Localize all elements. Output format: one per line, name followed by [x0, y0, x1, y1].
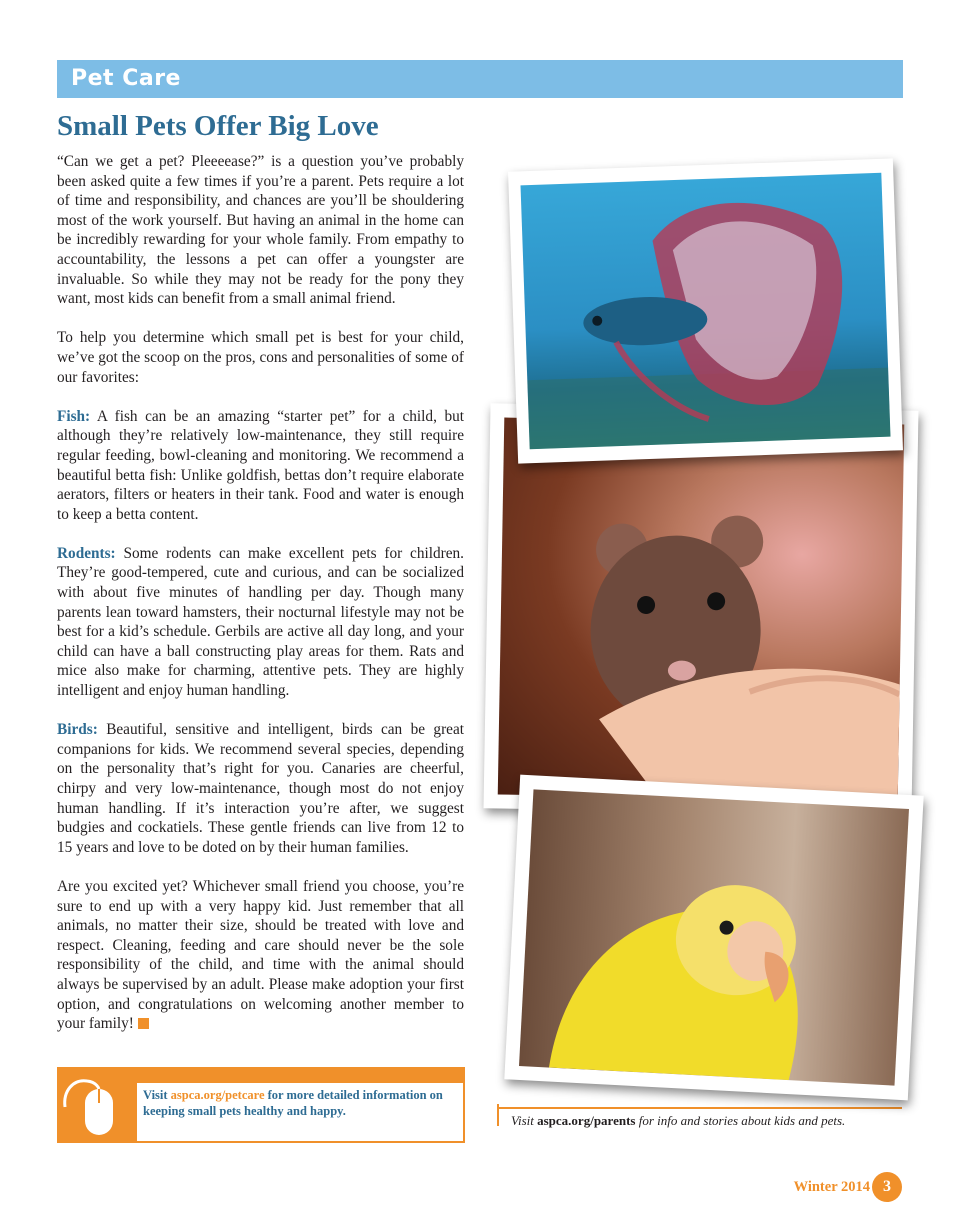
- photo-rat: [483, 403, 918, 815]
- caption-rule: [497, 1107, 902, 1109]
- promo-text: [143, 1088, 449, 1119]
- rodents-label: Rodents:: [57, 544, 116, 562]
- betta-fish-image: [521, 173, 891, 449]
- rat-illustration: [498, 418, 905, 802]
- bird-illustration: [519, 789, 909, 1085]
- paragraph-birds: [57, 720, 464, 857]
- photo-caption: [511, 1113, 845, 1129]
- fish-illustration: [521, 173, 891, 449]
- section-title: Pet Care: [71, 66, 181, 91]
- birds-label: Birds:: [57, 721, 98, 739]
- caption-prefix: Visit: [511, 1113, 538, 1128]
- mouse-icon: [59, 1069, 137, 1141]
- photo-betta-fish: [508, 158, 903, 463]
- bird-image: [519, 789, 909, 1085]
- caption-tick: [497, 1104, 499, 1126]
- page-number-badge: 3: [872, 1172, 902, 1202]
- fish-text: A fish can be an amazing “starter pet” for a child, but although they’re relatively low-maintenance, they still require regular feeding, bowl-cleaning and monitoring. We recommend a beautiful betta fish: Unlike goldfish, bettas don’t require elaborate aerators, filters or heaters in their tank. Food and water is enough to keep a betta content.: [57, 407, 464, 523]
- paragraph-closing: [57, 877, 464, 1034]
- article-headline: Small Pets Offer Big Love: [57, 110, 379, 142]
- closing-text: Are you excited yet? Whichever small friend you choose, you’re sure to end up with a very happy kid. Just remember that all animals, no matter their size, should be treated with love and respect. Cleaning, feeding and care should never be the sole responsibility of the child, and time with the animal should always be supervised by an adult. Please make adoption your first option, and congratulations on welcoming another member to your family!: [57, 877, 464, 1033]
- birds-text: Beautiful, sensitive and intelligent, birds can be great companions for kids. We recommend several species, depending on the personality that’s right for you. Canaries are cheerful, chirpy and very low-maintenance, though most do not enjoy human handling. If it’s interaction you’re after, we suggest budgies and cockatiels. These gentle friends can live from 12 to 15 years and love to be doted on by their human families.: [57, 721, 464, 856]
- paragraph-intro: “Can we get a pet? Pleeeease?” is a question you’ve probably been asked quite a few times if you’re a parent. Pets require a lot of time and responsibility, and chances are you’ll be shouldering most of the work yourself. But having an animal in the home can be incredibly rewarding for your whole family. From empathy to accountability, the lessons a pet can offer a youngster are invaluable. So while they may not be ready for the pony they want, most kids can benefit from a small animal friend.: [57, 153, 464, 308]
- section-banner: [57, 60, 903, 98]
- photo-bird: [504, 775, 923, 1101]
- caption-link[interactable]: aspca.org/parents: [537, 1113, 636, 1128]
- paragraph-fish: [57, 407, 464, 525]
- issue-label: Winter 2014: [793, 1179, 870, 1195]
- rodents-text: Some rodents can make excellent pets for children. They’re good-tempered, cute and curious, and can be socialized with about five minutes of handling per day. Though many parents lean toward hamsters, their nocturnal lifestyle may not be best for a kid’s schedule. Gerbils are active all day long, and your child can have a ball constructing play areas for them. Rats and mice also make for charming, attentive pets. They are highly intelligent and enjoy human handling.: [57, 544, 464, 700]
- promo-side-panel: [59, 1069, 137, 1141]
- promo-prefix: Visit: [143, 1088, 171, 1102]
- promo-link[interactable]: aspca.org/petcare: [170, 1088, 265, 1102]
- rat-image: [498, 418, 905, 802]
- promo-box: [57, 1067, 465, 1143]
- article-body: [57, 152, 464, 1053]
- paragraph-rodents: [57, 544, 464, 701]
- end-mark-icon: [138, 1018, 149, 1029]
- promo-suffix: for more detailed information on keeping small pets healthy and happy.: [143, 1088, 443, 1118]
- paragraph-help: To help you determine which small pet is best for your child, we’ve got the scoop on the pros, cons and personalities of some of our favorites:: [57, 329, 464, 386]
- fish-label: Fish:: [57, 407, 91, 425]
- promo-top-bar: [137, 1069, 463, 1083]
- caption-suffix: for info and stories about kids and pets.: [635, 1113, 846, 1128]
